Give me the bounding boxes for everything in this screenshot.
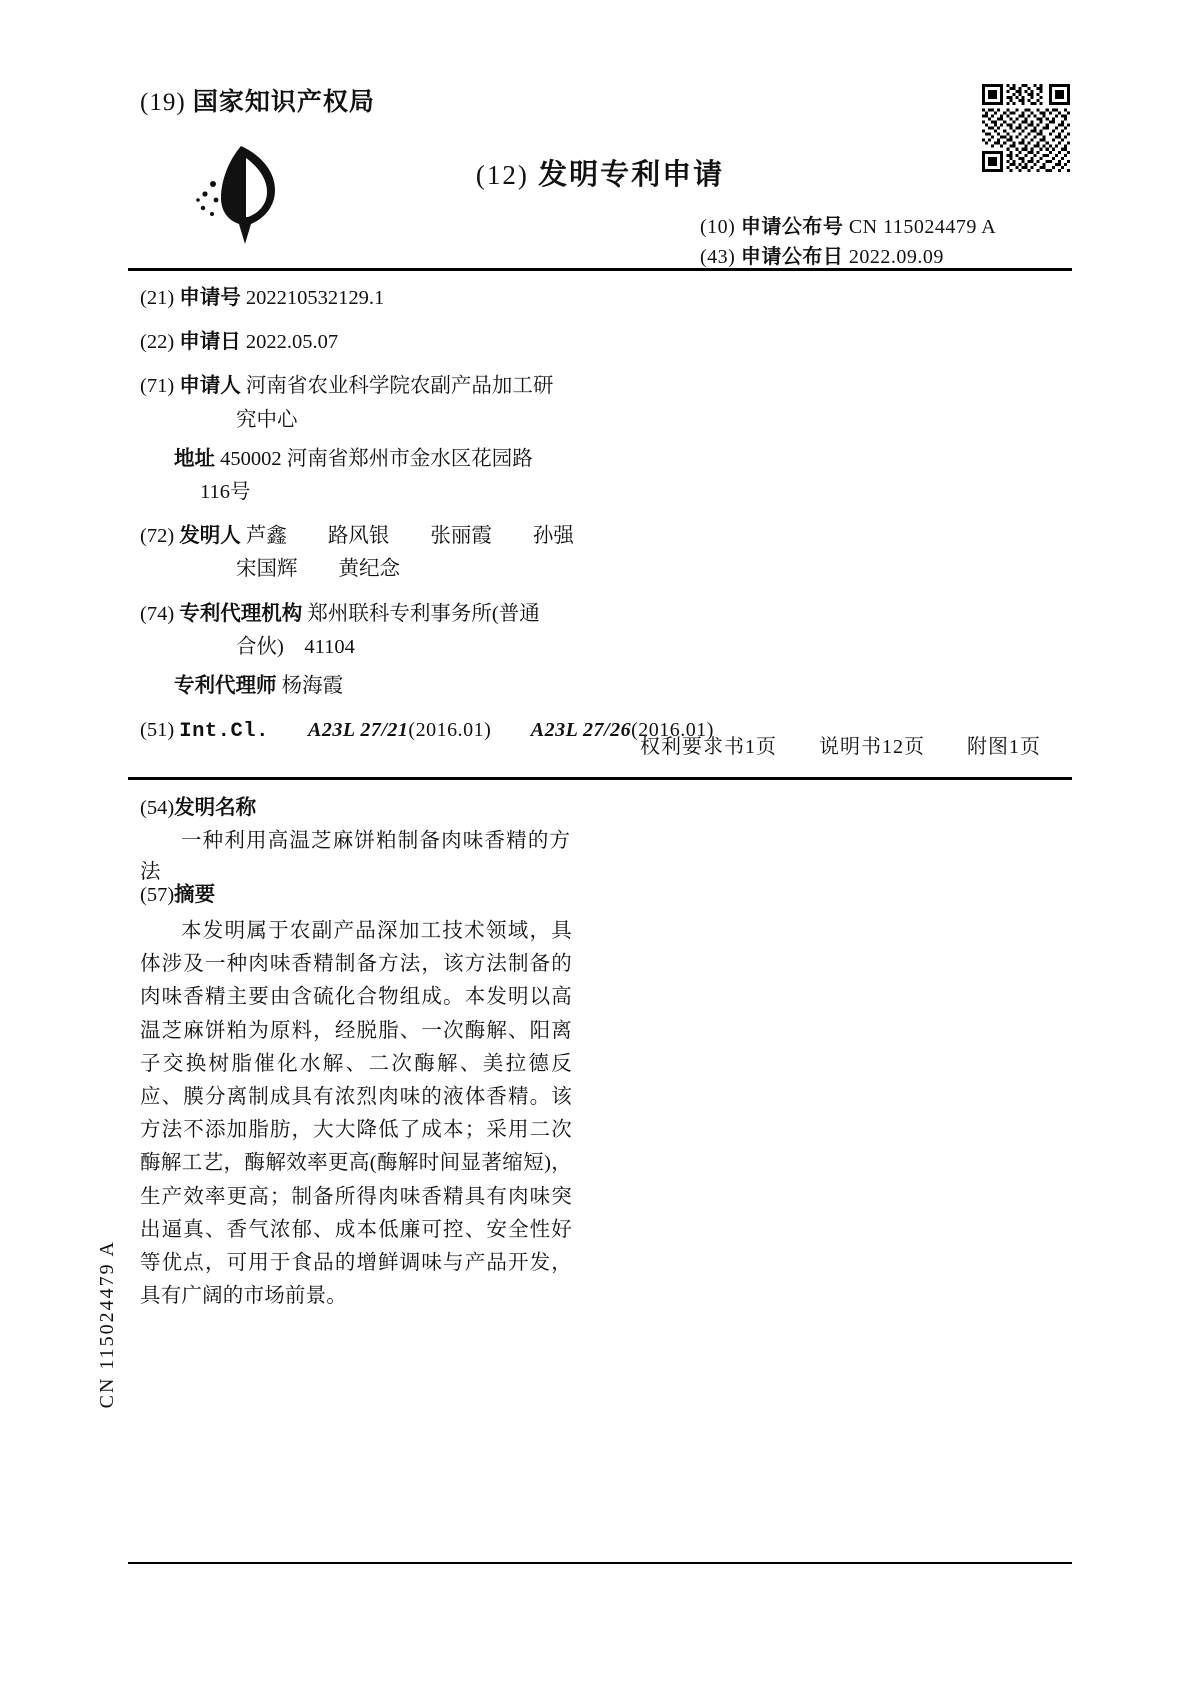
ipc-symbol: A23L 27/26 [530, 719, 632, 742]
divider-middle [128, 777, 1072, 780]
application-number-code: (21) [140, 287, 175, 309]
address-line1: 450002 河南省郑州市金水区花园路 [220, 447, 533, 470]
qr-code-icon [982, 84, 1070, 172]
abstract-heading [140, 877, 572, 907]
divider-top [128, 268, 1072, 271]
invention-title-text: 一种利用高温芝麻饼粕制备肉味香精的方法 [140, 830, 570, 883]
invention-title-label: 发明名称 [174, 797, 257, 819]
publication-date-label: 申请公布日 [740, 246, 844, 268]
agency-line1: 郑州联科专利事务所(普通 [307, 602, 540, 625]
ipc-version: (2016.01) [631, 719, 714, 742]
inventor-label: 发明人 [179, 525, 241, 548]
application-number-row [140, 282, 760, 315]
application-date-row [140, 326, 760, 359]
bibliographic-data [140, 282, 760, 759]
inventor-line2: 宋国辉 黄纪念 [236, 558, 400, 581]
invention-title-section [140, 790, 570, 888]
inventor-code: (72) [140, 525, 175, 548]
publication-date-code: (43) [700, 246, 736, 268]
applicant-name-line2: 究中心 [236, 408, 298, 431]
agency-line2: 合伙) 41104 [236, 635, 355, 658]
application-date-code: (22) [140, 331, 175, 354]
address-label: 地址 [174, 447, 215, 470]
application-date-label: 申请日 [179, 331, 241, 354]
address-line2: 116号 [200, 481, 251, 504]
abstract-section [140, 877, 572, 1313]
applicant-row [140, 370, 760, 509]
invention-title-code: (54) [140, 797, 175, 819]
agency-row [140, 598, 760, 704]
office-name: 国家知识产权局 [192, 89, 375, 116]
document-type-label: 发明专利申请 [538, 159, 725, 191]
inventor-row [140, 520, 760, 586]
ipc-version: (2016.01) [408, 719, 492, 742]
application-date-value: 2022.05.07 [245, 331, 339, 354]
application-number-value: 202210532129.1 [245, 287, 385, 309]
side-publication-code: CN 115024479 A [96, 1240, 118, 1409]
agency-label: 专利代理机构 [179, 602, 303, 625]
publication-number-code: (10) [700, 216, 736, 238]
applicant-code: (71) [140, 375, 175, 398]
divider-bottom [128, 1562, 1072, 1564]
abstract-text: 本发明属于农副产品深加工技术领域，具体涉及一种肉味香精制备方法，该方法制备的肉味香精主要由含硫化合物组成。本发明以高温芝麻饼粕为原料，经脱脂、一次酶解、阳离子交换树脂催化水解、二次酶解、美拉德反应、膜分离制成具有浓烈肉味的液体香精。该方法不添加脂肪，大大降低了成本；采用二次酶解工艺，酶解效率更高(酶解时间显著缩短)，生产效率更高；制备所得肉味香精具有肉味突出逼真、香气浓郁、成本低廉可控、安全性好等优点，可用于食品的增鲜调味与产品开发，具有广阔的市场前景。 [140, 920, 572, 1308]
publication-date-line [700, 240, 944, 269]
ipc-label: Int.Cl. [179, 720, 269, 744]
publication-date-value: 2022.09.09 [848, 246, 944, 268]
abstract-label: 摘要 [174, 884, 216, 906]
ipc-symbol: A23L 27/21 [308, 719, 409, 742]
ipc-entry [274, 719, 497, 741]
publication-number-value: CN 115024479 A [848, 216, 997, 238]
publication-number-label: 申请公布号 [740, 216, 844, 238]
inventor-line1: 芦鑫 路风银 张丽霞 孙强 [245, 525, 574, 548]
page-count-note: 权利要求书1页 说明书12页 附图1页 [640, 736, 1041, 758]
abstract-code: (57) [140, 884, 175, 906]
document-type-number: (12) [475, 160, 529, 190]
applicant-label: 申请人 [179, 375, 241, 398]
application-number-label: 申请号 [179, 287, 241, 309]
invention-title-heading [140, 790, 570, 820]
publication-number-line [700, 210, 996, 239]
applicant-name-line1: 河南省农业科学院农副产品加工研 [245, 375, 554, 398]
agency-code: (74) [140, 602, 175, 625]
agent-label: 专利代理师 [174, 675, 277, 698]
agent-value: 杨海霞 [281, 675, 344, 698]
office-line [140, 82, 375, 118]
ipc-code: (51) [140, 719, 175, 742]
office-number: (19) [140, 89, 186, 116]
